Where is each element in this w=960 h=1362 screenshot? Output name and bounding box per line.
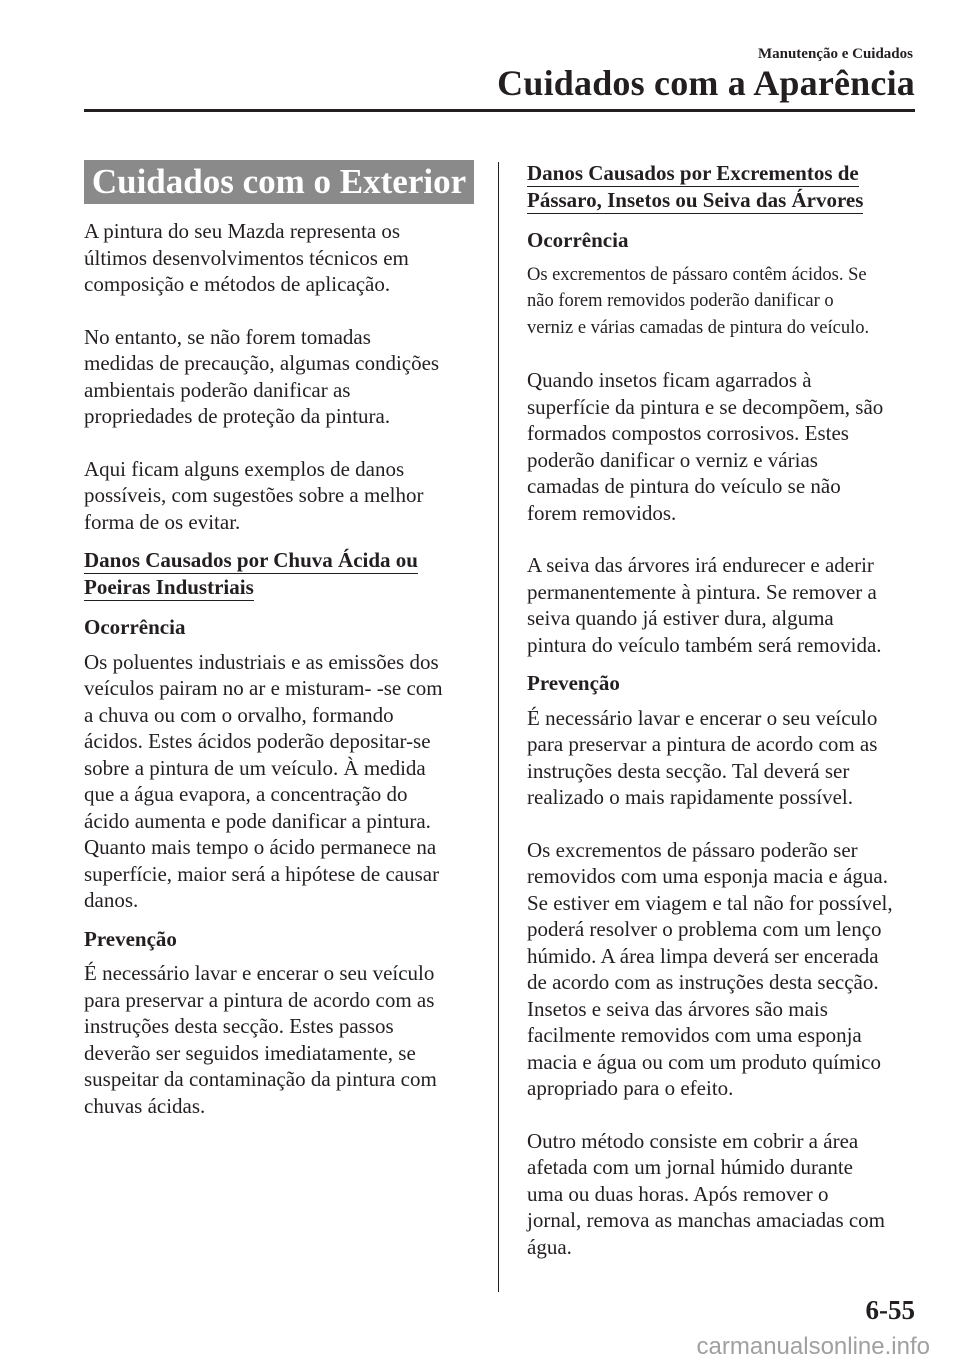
text-line: É necessário lavar e encerar o seu veículo: [527, 705, 878, 730]
intro-paragraph-3: [84, 456, 474, 536]
text-line: Outro método consiste em cobrir a área: [527, 1128, 859, 1153]
page-section-title: Cuidados com a Aparência: [497, 63, 915, 103]
text-line: realizado o mais rapidamente possível.: [527, 785, 853, 809]
occurrence-heading: Ocorrência: [84, 615, 186, 639]
occurrence-paragraph-2: [527, 367, 919, 526]
text-line: seiva quando já estiver dura, alguma: [527, 606, 834, 630]
prevention-paragraph-3: [527, 1128, 919, 1261]
text-line: que a água evapora, a concentração do: [84, 782, 408, 806]
text-line: afetada com um jornal húmido durante: [527, 1155, 853, 1179]
column-divider: [498, 162, 499, 1292]
text-line: permanentemente à pintura. Se remover a: [527, 579, 877, 604]
text-line: forem removidos.: [527, 500, 677, 525]
text-line: de acordo com as instruções desta secção.: [527, 970, 879, 994]
text-line: suspeitar da contaminação da pintura com: [84, 1067, 437, 1091]
text-line: Pássaro, Insetos ou Seiva das Árvores: [527, 187, 864, 212]
text-line: formados compostos corrosivos. Estes: [527, 421, 849, 445]
prevention-heading: Prevenção: [527, 671, 620, 695]
text-line: água.: [527, 1234, 572, 1259]
intro-paragraph-2: [84, 324, 474, 430]
section-banner: Cuidados com o Exterior: [84, 160, 474, 204]
text-line: Danos Causados por Chuva Ácida ou: [84, 548, 418, 572]
text-line: veículos pairam no ar e misturam- -se com: [84, 676, 443, 700]
prevention-paragraph-1: [527, 705, 919, 811]
text-line: Insetos e seiva das árvores são mais: [527, 996, 828, 1021]
text-line: não forem removidos poderão danificar o: [527, 291, 834, 311]
text-line: Danos Causados por Excrementos de: [527, 161, 859, 185]
prevention-heading: Prevenção: [84, 926, 177, 951]
prevention-text: [84, 960, 474, 1119]
text-line: apropriado para o efeito.: [527, 1076, 734, 1100]
text-line: propriedades de proteção da pintura.: [84, 404, 391, 428]
text-line: Quanto mais tempo o ácido permanece na: [84, 835, 437, 859]
text-line: É necessário lavar e encerar o seu veículo: [84, 961, 435, 985]
text-line: A seiva das árvores irá endurecer e aderir: [527, 553, 874, 577]
text-line: ambientais poderão danificar as: [84, 377, 351, 402]
chapter-label: Manutenção e Cuidados: [757, 46, 913, 62]
text-line: facilmente removidos com uma esponja: [527, 1023, 862, 1047]
text-line: Aqui ficam alguns exemplos de danos: [84, 456, 405, 481]
text-line: ácido aumenta e pode danificar a pintura.: [84, 808, 431, 833]
text-line: removidos com uma esponja macia e água.: [527, 864, 888, 888]
text-line: sobre a pintura de um veículo. À medida: [84, 755, 426, 780]
text-line: últimos desenvolvimentos técnicos em: [84, 245, 409, 270]
text-line: pintura do veículo também será removida.: [527, 632, 882, 657]
page-number: 6-55: [865, 1295, 915, 1325]
text-line: verniz e várias camadas de pintura do veículo.: [527, 317, 870, 338]
intro-paragraph-1: [84, 218, 474, 298]
text-line: Os excrementos de pássaro contêm ácidos. Se: [527, 264, 867, 285]
text-line: No entanto, se não forem tomadas: [84, 324, 371, 349]
text-line: ácidos. Estes ácidos poderão depositar-se: [84, 729, 431, 753]
right-column: [527, 160, 919, 1260]
occurrence-paragraph-1: [527, 262, 919, 342]
occurrence-heading: Ocorrência: [527, 228, 629, 252]
text-line: danos.: [84, 888, 139, 912]
text-line: camadas de pintura do veículo se não: [527, 474, 841, 498]
text-line: Se estiver em viagem e tal não for possível,: [527, 890, 893, 915]
text-line: composição e métodos de aplicação.: [84, 272, 391, 296]
text-line: Os excrementos de pássaro poderão ser: [527, 837, 858, 862]
text-line: jornal, remova as manchas amaciadas com: [527, 1208, 886, 1232]
text-line: a chuva ou com o orvalho, formando: [84, 702, 394, 727]
bird-insect-section-title: [527, 160, 919, 213]
text-line: superfície da pintura e se decompõem, são: [527, 394, 884, 419]
text-line: Poeiras Industriais: [84, 574, 254, 599]
text-line: deverão ser seguidos imediatamente, se: [84, 1040, 416, 1065]
text-line: Os poluentes industriais e as emissões dos: [84, 649, 439, 674]
left-column: [84, 160, 474, 1119]
text-line: húmido. A área limpa deverá ser encerada: [527, 943, 879, 968]
acid-rain-section-title: [84, 547, 474, 600]
text-line: A pintura do seu Mazda representa os: [84, 219, 401, 243]
text-line: chuvas ácidas.: [84, 1093, 206, 1118]
occurrence-text: [84, 649, 474, 914]
watermark-text: carmanualsonline.info: [696, 1333, 930, 1360]
header-rule: [84, 109, 915, 112]
text-line: instruções desta secção. Estes passos: [84, 1014, 394, 1038]
text-line: macia e água ou com um produto químico: [527, 1049, 881, 1074]
prevention-paragraph-2: [527, 837, 919, 1102]
text-line: forma de os evitar.: [84, 509, 241, 534]
text-line: poderão danificar o verniz e várias: [527, 447, 818, 472]
text-line: para preservar a pintura de acordo com as: [527, 732, 878, 756]
text-line: instruções desta secção. Tal deverá ser: [527, 758, 850, 783]
text-line: para preservar a pintura de acordo com as: [84, 987, 435, 1012]
text-line: poderá resolver o problema com um lenço: [527, 917, 882, 941]
text-line: superfície, maior será a hipótese de causar: [84, 861, 440, 886]
text-line: uma ou duas horas. Após remover o: [527, 1181, 829, 1206]
text-line: Quando insetos ficam agarrados à: [527, 368, 812, 392]
text-line: possíveis, com sugestões sobre a melhor: [84, 483, 424, 507]
occurrence-paragraph-3: [527, 552, 919, 658]
text-line: medidas de precaução, algumas condições: [84, 351, 440, 375]
